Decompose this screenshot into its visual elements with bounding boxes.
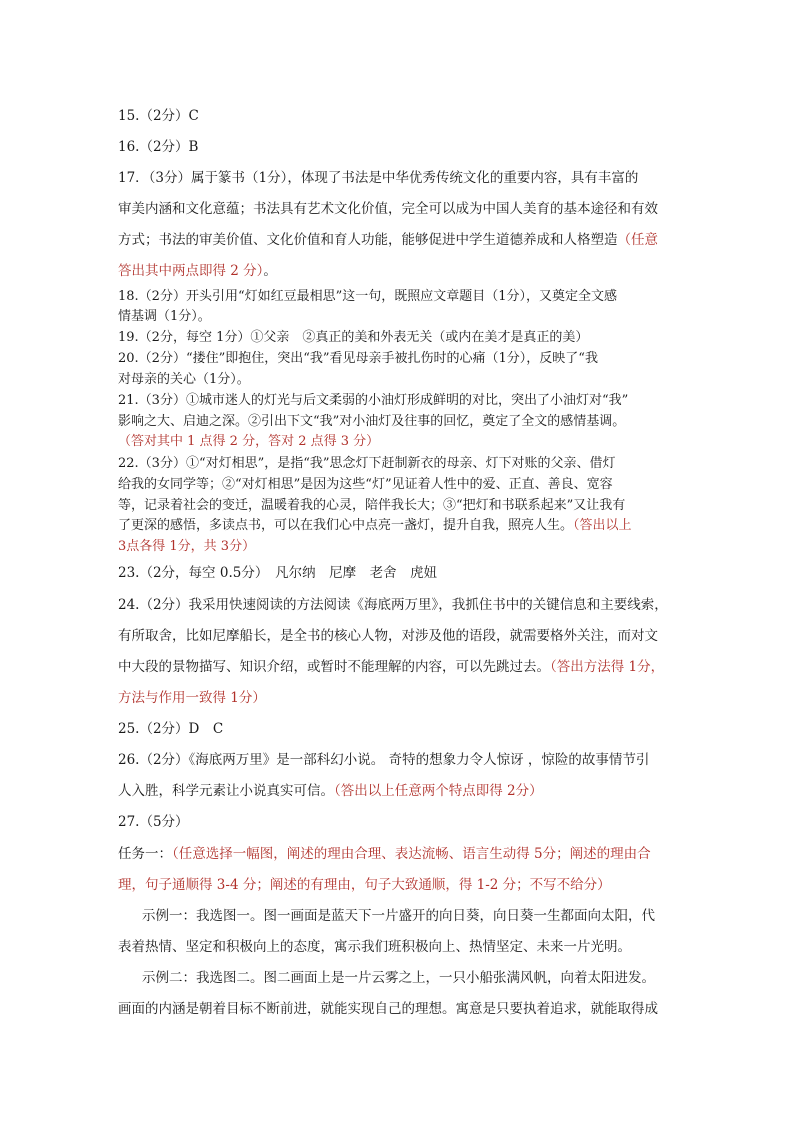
- answer-24-line-2: 有所取舍，比如尼摩船长，是全书的核心人物，对涉及他的语段，就需要格外关注，而对文: [118, 628, 658, 644]
- scoring-note: （答出以上任意两个特点即得 2分）: [334, 783, 543, 799]
- task-one-line-2: [118, 873, 680, 893]
- answer-21-line-3: [118, 430, 680, 449]
- scoring-note: 方法与作用一致得 1分）: [118, 690, 266, 706]
- scoring-note: （答对其中 1 点得 2 分，答对 2 点得 3 分）: [118, 434, 380, 449]
- answer-22-line-3: 等，记录着社会的变迁，温暖着我的心灵，陪伴我长大；③“把灯和书联系起来”又让我有: [118, 498, 626, 513]
- answer-26-line-1: 26.（2分）《海底两万里》是一部科幻小说。 奇特的想象力令人惊讶 ，惊险的故事情节引: [118, 752, 650, 768]
- answer-20-line-1: 20.（2分）“搂住”即抱住，突出“我”看见母亲手被扎伤时的心痛（1分），反映了“我: [118, 351, 598, 366]
- answer-17-line-2: 审美内涵和文化意蕴；书法具有艺术文化价值，完全可以成为中国人美育的基本途径和有效: [118, 201, 658, 217]
- answer-19: 19.（2分，每空 1分）①父亲 ②真正的美和外表无关（或内在美才是真正的美）: [118, 330, 589, 345]
- scoring-note: （任意: [617, 232, 658, 248]
- example-two-line-2: 画面的内涵是朝着目标不断前进，就能实现自己的理想。寓意是只要执着追求，就能取得成: [118, 1001, 658, 1017]
- scoring-note: （任意选择一幅图，阐述的理由合理、表达流畅、语言生动得 5分；阐述的理由合: [172, 846, 651, 862]
- answer-16: 16.（2分）B: [118, 139, 199, 155]
- answer-24-line-3: 中大段的景物描写、知识介绍，或暂时不能理解的内容，可以先跳过去。（答出方法得 1分，: [118, 659, 665, 675]
- answer-22-line-5: [118, 535, 680, 554]
- answer-22-line-2: 给我的女同学等；②“对灯相思”是因为这些“灯”见证着人性中的爱、正直、善良、宽容: [118, 477, 613, 492]
- scoring-note: 3点各得 1分，共 3分）: [118, 539, 256, 554]
- answer-22-line-1: 22.（3分）①“对灯相思”，是指“我”思念灯下赶制新衣的母亲、灯下对账的父亲、借灯: [118, 456, 616, 471]
- answer-27: 27.（5分）: [118, 814, 189, 830]
- answer-26-line-2: 人入胜，科学元素让小说真实可信。（答出以上任意两个特点即得 2分）: [118, 783, 543, 799]
- answer-17-line-1: 17．（3分）属于篆书（1分），体现了书法是中华优秀传统文化的重要内容，具有丰富的: [118, 170, 639, 186]
- answer-25: 25.（2分）D C: [118, 721, 224, 737]
- answer-18-line-1: 18.（2分）开头引用“灯如红豆最相思”这一句，既照应文章题目（1分），又奠定全文感: [118, 289, 618, 304]
- answer-24-line-4: [118, 686, 680, 706]
- answer-15: 15.（2分）C: [118, 108, 199, 124]
- answer-18-line-2: 情基调（1分）。: [118, 309, 211, 324]
- answer-20-line-2: 对母亲的关心（1分）。: [118, 372, 250, 387]
- scoring-note: 理，句子通顺得 3-4 分；阐述的有理由，句子大致通顺，得 1-2 分；不写不给分）: [118, 877, 611, 893]
- example-one-line-1: 示例一：我选图一。图一画面是蓝天下一片盛开的向日葵，向日葵一生都面向太阳，代: [142, 908, 655, 924]
- example-two-line-1: 示例二：我选图二。图二画面上是一片云雾之上，一只小船张满风帆，向着太阳进发。: [142, 970, 655, 986]
- scoring-note: （答出以上: [573, 518, 632, 533]
- answer-23: 23.（2分，每空 0.5分） 凡尔纳 尼摩 老舍 虎妞: [118, 565, 438, 581]
- answer-21-line-2: 影响之大、启迪之深。②引出下文“我”对小油灯及往事的回忆，奠定了全文的感情基调。: [118, 414, 626, 429]
- task-one-line-1: 任务一：（任意选择一幅图，阐述的理由合理、表达流畅、语言生动得 5分；阐述的理由合: [118, 846, 651, 862]
- example-one-line-2: 表着热情、坚定和积极向上的态度，寓示我们班积极向上、热情坚定、未来一片光明。: [118, 939, 631, 955]
- answer-22-line-4: 了更深的感悟，多读点书，可以在我们心中点亮一盏灯，提升自我，照亮人生。（答出以上: [118, 518, 632, 533]
- answer-17-line-3: 方式；书法的审美价值、文化价值和育人功能，能够促进中学生道德养成和人格塑造（任意: [118, 232, 658, 248]
- scoring-note: （答出方法得 1分，: [550, 659, 665, 675]
- answer-24-line-1: 24.（2分）我采用快速阅读的方法阅读《海底两万里》，我抓住书中的关键信息和主要线索，: [118, 597, 668, 613]
- answer-17-line-4: 答出其中两点即得 2 分）。: [118, 263, 277, 279]
- scoring-note: 答出其中两点即得 2 分）: [118, 263, 264, 279]
- answer-21-line-1: 21.（3分）①城市迷人的灯光与后文柔弱的小油灯形成鲜明的对比，突出了小油灯对“我”: [118, 393, 629, 408]
